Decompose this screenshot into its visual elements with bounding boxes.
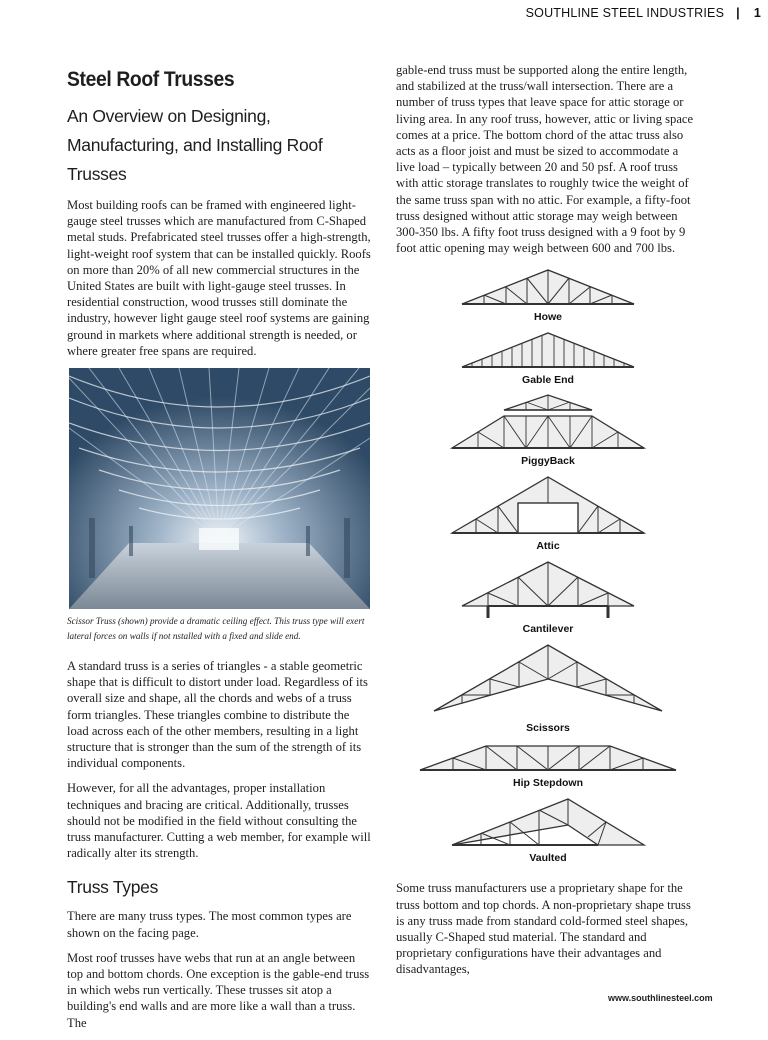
vaulted-truss-drawing (448, 795, 648, 851)
howe-truss-drawing (458, 266, 638, 310)
left-column (67, 62, 372, 1040)
intro-paragraph: Most building roofs can be framed with engineered light-gauge steel trusses which are manufactured from C-Shaped metal studs. Prefabricated steel trusses offer a high-strength, light-weight roof system that can be installed quickly. Roofs on more than 20% of all new commercial structures in the United States are built with light-gauge steel trusses. In residential construction, wood trusses still dominate the industry, however light gauge steel roof systems are gaining ground in markets where additional strength is needed, or where greater free spans are required. (67, 198, 371, 358)
cantilever-truss-drawing (458, 558, 638, 622)
truss-label-cantilever: Cantilever (522, 623, 574, 636)
attic-truss-drawing (448, 473, 648, 539)
truss-types-intro: There are many truss types. The most common types are shown on the facing page. (67, 909, 352, 940)
running-header (526, 4, 768, 22)
truss-vaulted (396, 795, 700, 864)
truss-label-vaulted: Vaulted (529, 852, 567, 865)
photo-caption: Scissor Truss (shown) provide a dramatic ceiling effect. This truss type will exert lateral forces on walls if not nstalled with a fixed and slide end. (67, 616, 365, 642)
piggyback-truss-drawing (448, 392, 648, 454)
right-column (396, 62, 700, 987)
truss-label-attic: Attic (536, 540, 560, 553)
truss-label-scissors: Scissors (526, 722, 570, 735)
page-subtitle: An Overview on Designing, Manufacturing, and Installing Roof Trusses (67, 106, 323, 184)
attic-paragraph: gable-end truss must be supported along the entire length, and stabilized at the truss/wall intersection. There are a number of truss types that leave space for attic storage or living area. In any roof truss, however, attic or living space comes at a price. The bottom chord of the attac truss also acts as a floor joist and must be sized to accommodate a live load – typically between 20 and 50 psf. A roof truss with attic storage translates to roughly twice the weight of the same truss span with no attic. For example, a fifty-foot truss designed without attic storage may weigh between 300-350 lbs. A fifty foot truss designed with a 9 foot by 9 foot attic opening may weigh between 600 and 700 lbs. (396, 63, 694, 256)
page-number: 1 (753, 6, 761, 20)
page-title: Steel Roof Trusses (67, 68, 235, 91)
truss-hip-stepdown (396, 740, 700, 789)
truss-diagram-list (396, 266, 700, 864)
header-separator: | (736, 6, 740, 20)
truss-gable-end (396, 329, 700, 386)
truss-label-piggyback: PiggyBack (521, 455, 575, 468)
footer-website: www.southlinesteel.com (608, 993, 713, 1003)
standard-truss-paragraph: A standard truss is a series of triangles - a stable geometric shape that is difficult to distort under load. Regardless of its overall size and shape, all the chords and webs of a truss form triangles. These triangles combine to distribute the load across each of the other members, resulting in a light structure that is stronger than the sum of the strength of its individual components. (67, 659, 368, 771)
truss-label-hip-stepdown: Hip Stepdown (513, 777, 583, 790)
truss-cantilever (396, 558, 700, 635)
hip-stepdown-truss-drawing (416, 740, 680, 776)
truss-label-howe: Howe (533, 311, 562, 324)
scissor-truss-photo (69, 368, 370, 609)
roof-truss-paragraph: Most roof trusses have webs that run at an angle between top and bottom chords. One exception is the gable-end truss in which webs run vertically. These trusses sit atop a building's end walls and are more like a wall than a truss. The (67, 950, 370, 1030)
scissors-truss-drawing (428, 641, 668, 721)
truss-piggyback (396, 392, 700, 467)
truss-label-gable-end: Gable End (522, 374, 574, 387)
truss-attic (396, 473, 700, 552)
truss-scissors (396, 641, 700, 734)
truss-types-heading: Truss Types (67, 877, 159, 898)
truss-howe (396, 266, 700, 323)
installation-paragraph: However, for all the advantages, proper installation techniques and bracing are critical. Additionally, trusses should not be modified in the field without consulting the truss manufacturer. Cutting a web member, for example will radically alter its strength. (67, 781, 371, 861)
gable-end-truss-drawing (458, 329, 638, 373)
company-name: SOUTHLINE STEEL INDUSTRIES (525, 6, 725, 20)
proprietary-shape-paragraph: Some truss manufacturers use a proprietary shape for the truss bottom and top chords. A non-proprietary shape truss is any truss made from standard cold-formed steel shapes, usually C-Shaped stud material. The standard and proprietary configurations have their advantages and disadvantages, (396, 881, 691, 977)
